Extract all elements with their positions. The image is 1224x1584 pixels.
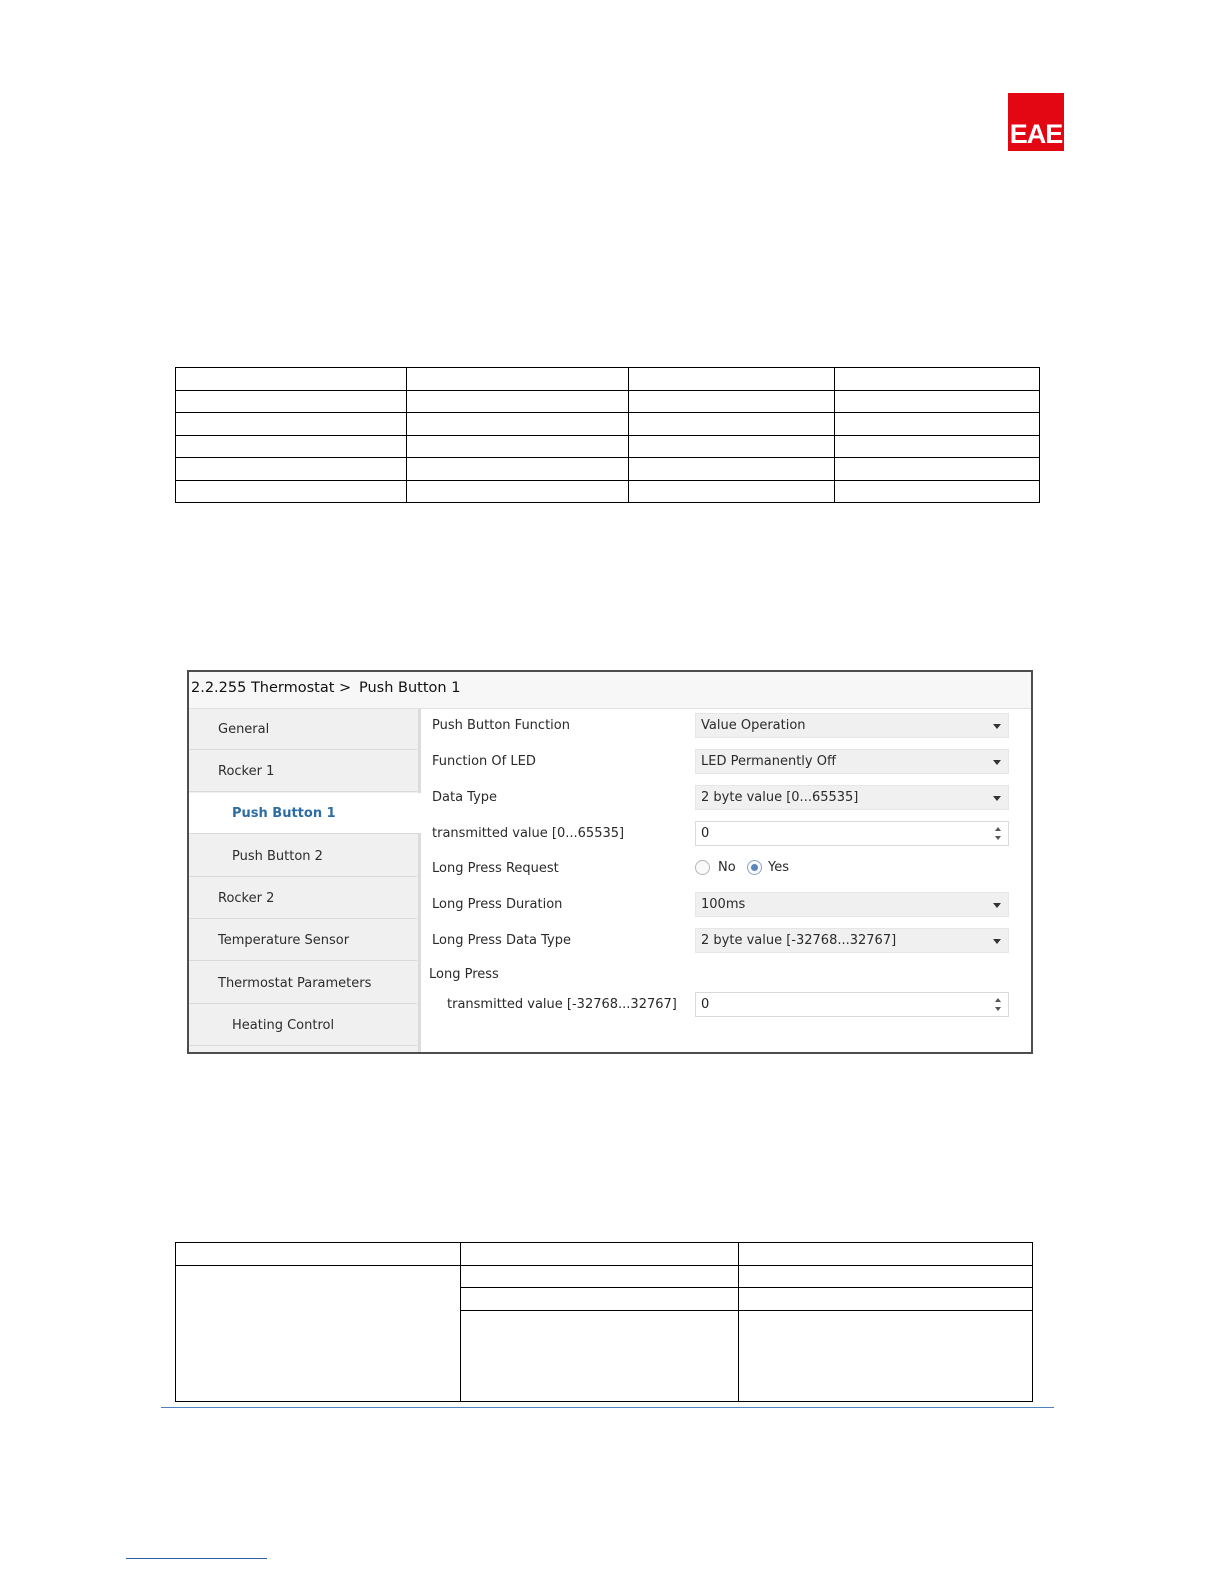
function-of-led-value: LED Permanently Off <box>701 754 836 769</box>
footer-divider <box>161 1407 1054 1408</box>
sidebar-item-rocker-1[interactable]: Rocker 1 <box>189 751 417 792</box>
footer-link[interactable] <box>126 1558 267 1559</box>
eae-logo: EAE <box>1008 93 1064 151</box>
push-button-function-select[interactable] <box>695 713 1009 738</box>
long-press-group-label: Long Press <box>429 967 499 982</box>
sidebar-item-push-button-2[interactable]: Push Button 2 <box>189 836 417 877</box>
specification-table <box>175 367 1040 503</box>
long-press-duration-value: 100ms <box>701 897 746 912</box>
sidebar-item-thermostat-parameters[interactable]: Thermostat Parameters <box>189 963 417 1004</box>
chevron-down-icon <box>993 903 1001 908</box>
spin-down-icon[interactable] <box>995 836 1001 840</box>
long-press-data-type-select[interactable] <box>695 928 1009 953</box>
function-of-led-select[interactable] <box>695 749 1009 774</box>
function-of-led-label: Function Of LED <box>432 754 536 769</box>
object-table <box>175 1242 1033 1402</box>
breadcrumb <box>189 672 1031 709</box>
transmitted-value-stepper[interactable] <box>695 821 1009 846</box>
chevron-down-icon <box>993 939 1001 944</box>
sidebar-item-general[interactable]: General <box>189 709 417 750</box>
long-press-value-label: transmitted value [-32768...32767] <box>447 997 677 1012</box>
data-type-label: Data Type <box>432 790 498 805</box>
push-button-function-value: Value Operation <box>701 718 806 733</box>
radio-no-label: No <box>718 860 736 875</box>
table-row <box>176 1243 1033 1266</box>
spin-up-icon[interactable] <box>995 998 1001 1002</box>
sidebar-item-rocker-2[interactable]: Rocker 2 <box>189 878 417 919</box>
parameter-window <box>187 670 1033 1054</box>
sidebar-item-push-button-1[interactable]: Push Button 1 <box>189 793 421 834</box>
long-press-data-type-value: 2 byte value [-32768...32767] <box>701 933 897 948</box>
table-row <box>176 458 1040 481</box>
parameter-panel <box>421 709 1031 1052</box>
long-press-value-value: 0 <box>701 997 710 1012</box>
radio-yes[interactable] <box>747 860 762 875</box>
sidebar <box>189 709 421 1052</box>
long-press-request-label: Long Press Request <box>432 861 559 876</box>
radio-no[interactable] <box>695 860 710 875</box>
sidebar-item-heating-control[interactable]: Heating Control <box>189 1005 417 1046</box>
table-row <box>176 480 1040 503</box>
transmitted-value-value: 0 <box>701 826 710 841</box>
data-type-value: 2 byte value [0...65535] <box>701 790 859 805</box>
table-row <box>176 390 1040 413</box>
push-button-function-label: Push Button Function <box>432 718 570 733</box>
table-row <box>176 1266 1033 1288</box>
long-press-duration-select[interactable] <box>695 892 1009 917</box>
radio-yes-label: Yes <box>768 860 789 875</box>
chevron-down-icon <box>993 724 1001 729</box>
table-row <box>176 435 1040 458</box>
table-row <box>176 368 1040 391</box>
data-type-select[interactable] <box>695 785 1009 810</box>
page-title: Push Button 1 <box>359 680 461 696</box>
long-press-value-stepper[interactable] <box>695 992 1009 1017</box>
long-press-data-type-label: Long Press Data Type <box>432 933 571 948</box>
transmitted-value-label: transmitted value [0...65535] <box>432 826 625 841</box>
chevron-down-icon <box>993 760 1001 765</box>
table-row <box>176 413 1040 436</box>
chevron-down-icon <box>993 796 1001 801</box>
spin-down-icon[interactable] <box>995 1007 1001 1011</box>
sidebar-item-temperature-sensor[interactable]: Temperature Sensor <box>189 920 417 961</box>
spin-up-icon[interactable] <box>995 827 1001 831</box>
breadcrumb-device[interactable]: 2.2.255 Thermostat > <box>191 680 352 696</box>
long-press-duration-label: Long Press Duration <box>432 897 563 912</box>
